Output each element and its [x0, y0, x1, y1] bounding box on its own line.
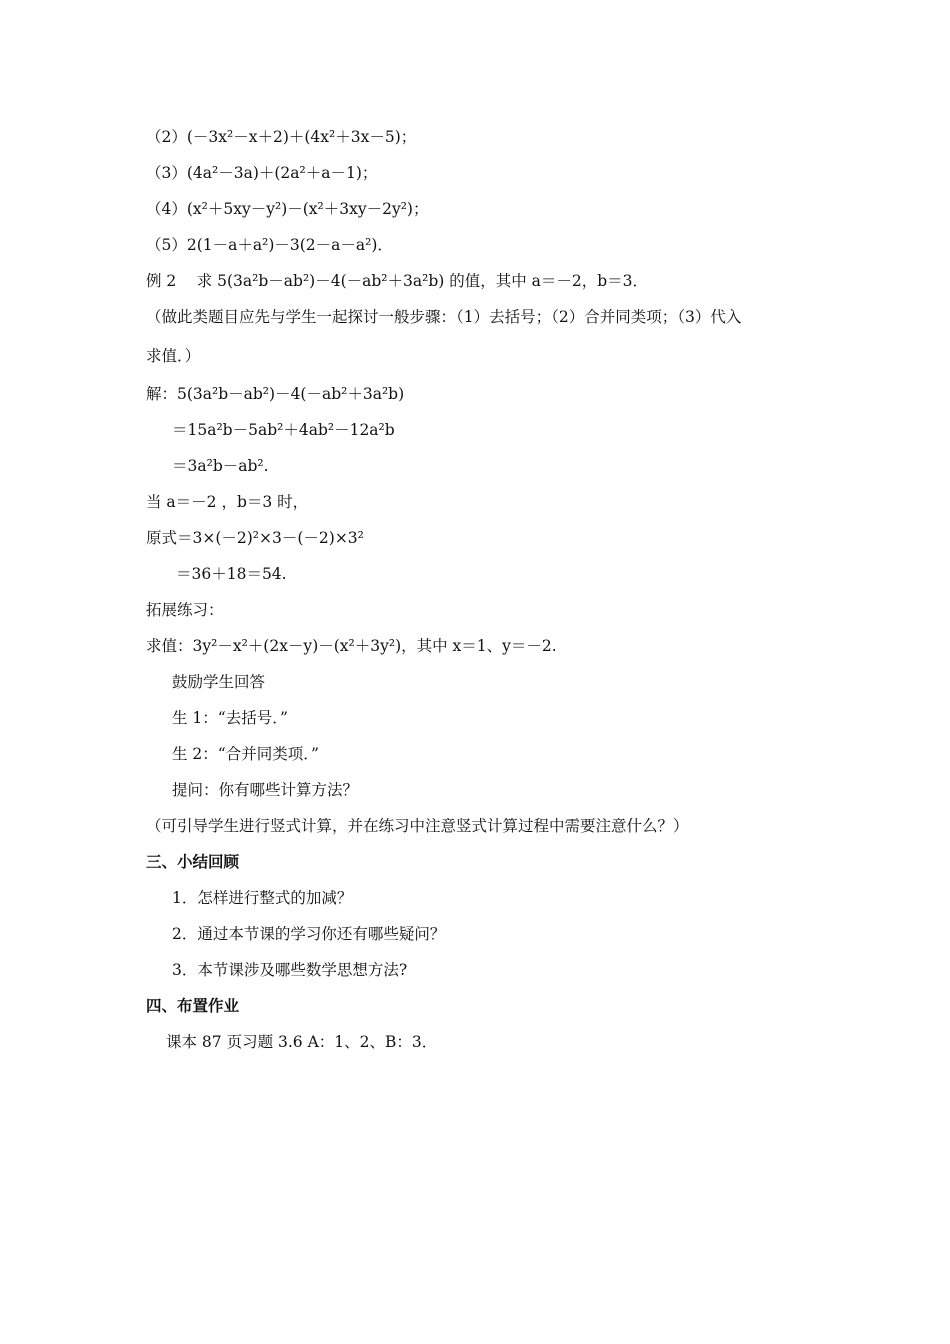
result-line: ＝36＋18＝54.	[176, 565, 287, 583]
exercise-line-5: （5）2(1－a＋a²)－3(2－a－a²)．	[146, 236, 393, 254]
original-expression-line: 原式＝3×(－2)²×3－(－2)×3²	[146, 529, 364, 547]
review-item-2: 2．通过本节课的学习你还有哪些疑问？	[172, 925, 446, 943]
exercise-line-2: （2）(－3x²－x＋2)＋(4x²＋3x－5)；	[146, 128, 417, 146]
note-line-1: （做此类题目应先与学生一起探讨一般步骤：（1）去括号；（2）合并同类项；（3）代入	[146, 308, 742, 326]
student-2-line: 生 2：“合并同类项．”	[172, 745, 319, 763]
review-item-3: 3．本节课涉及哪些数学思想方法?	[172, 961, 408, 979]
exercise-line-3: （3）(4a²－3a)＋(2a²＋a－1)；	[146, 164, 378, 182]
note-line-2: 求值．）	[146, 347, 201, 365]
solution-line-3: ＝3a²b－ab².	[172, 457, 269, 475]
extension-problem: 求值：3y²－x²＋(2x－y)－(x²＋3y²)，其中 x＝1、y＝－2.	[146, 637, 557, 655]
guidance-line: （可引导学生进行竖式计算，并在练习中注意竖式计算过程中需要注意什么？）	[146, 817, 689, 835]
section-3-heading: 三、小结回顾	[146, 853, 240, 871]
exercise-line-4: （4）(x²＋5xy－y²)－(x²＋3xy－2y²)；	[146, 200, 429, 218]
homework-line: 课本 87 页习题 3.6 A：1、2、B：3．	[166, 1033, 438, 1051]
solution-line-1: 解：5(3a²b－ab²)－4(－ab²＋3a²b)	[146, 385, 405, 403]
substitution-line: 当 a＝－2 ，b＝3 时，	[146, 493, 309, 511]
example-2-line: 例 2 求 5(3a²b－ab²)－4(－ab²＋3a²b) 的值，其中 a＝－2，b＝3．	[146, 272, 649, 290]
extension-heading: 拓展练习：	[146, 601, 224, 619]
student-1-line: 生 1：“去括号．”	[172, 709, 288, 727]
encourage-line: 鼓励学生回答	[172, 673, 266, 691]
section-4-heading: 四、布置作业	[146, 997, 240, 1015]
review-item-1: 1．怎样进行整式的加减？	[172, 889, 353, 907]
question-line: 提问：你有哪些计算方法？	[172, 781, 359, 799]
solution-line-2: ＝15a²b－5ab²＋4ab²－12a²b	[172, 421, 395, 439]
